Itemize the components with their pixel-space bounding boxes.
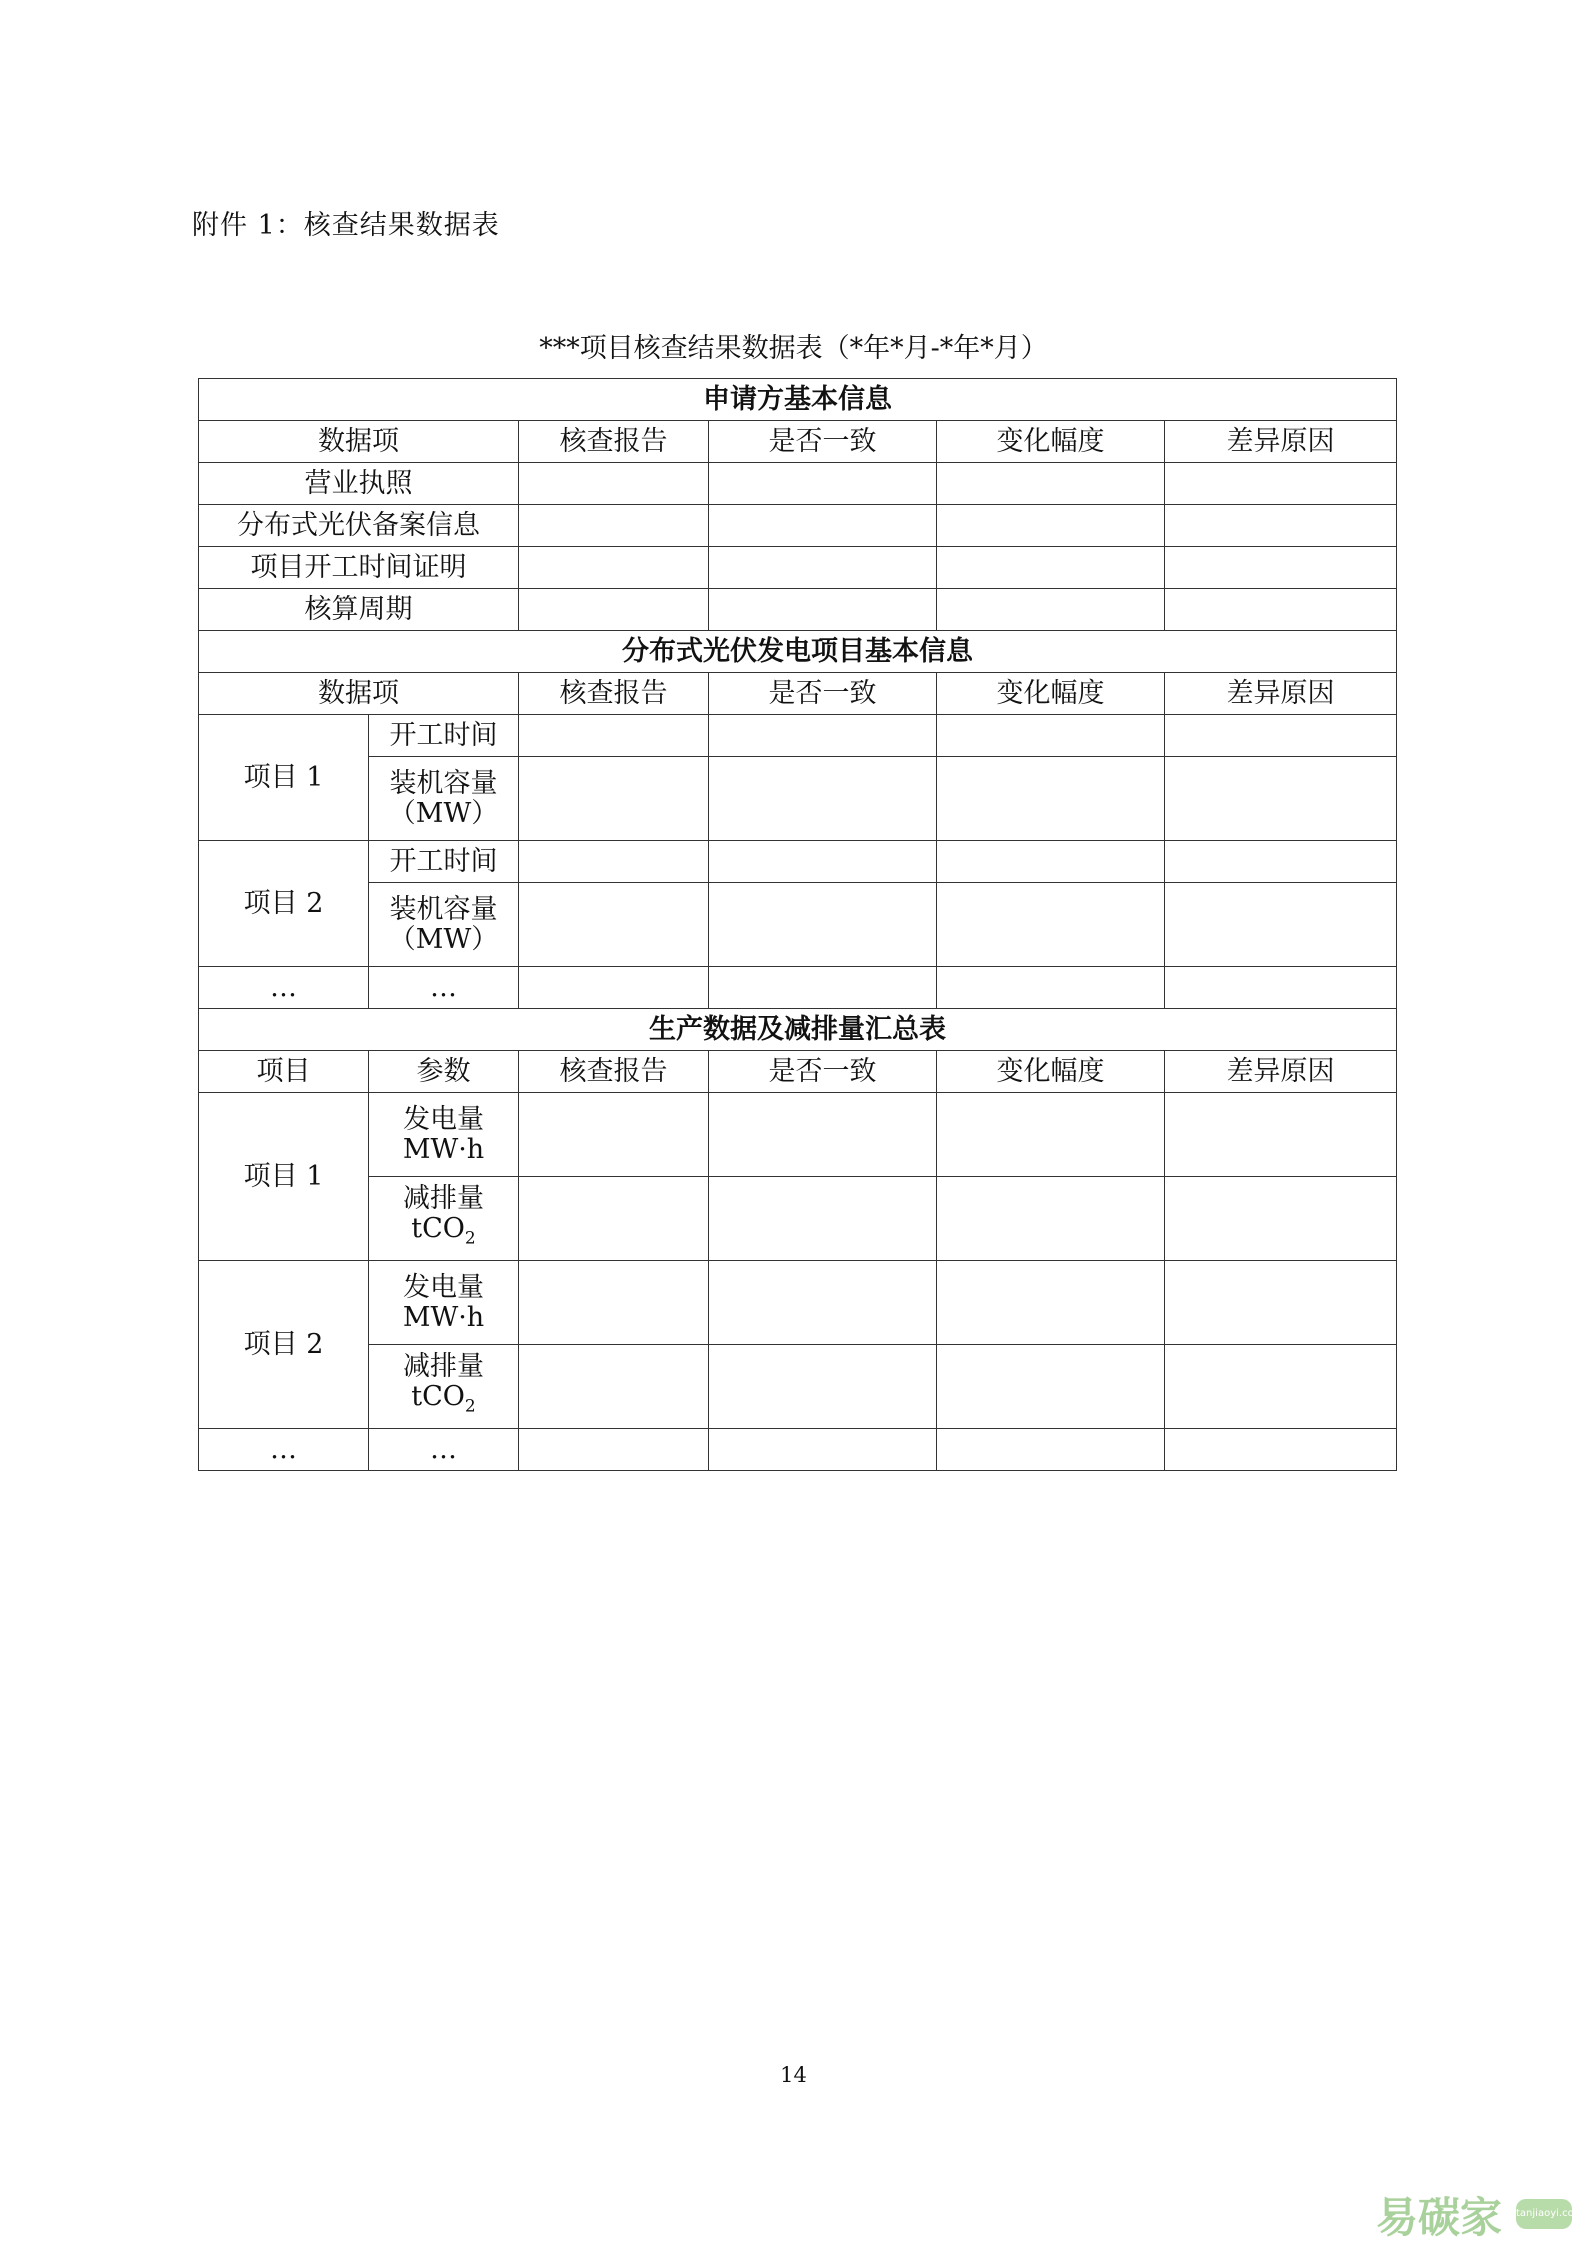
param-label	[369, 1261, 519, 1345]
column-header: 变化幅度	[937, 673, 1165, 715]
table-row	[199, 1093, 1397, 1177]
empty-cell	[709, 1429, 937, 1471]
empty-cell	[1165, 841, 1397, 883]
empty-cell	[937, 1261, 1165, 1345]
param-unit: MW·h	[402, 1133, 485, 1165]
watermark-logo	[1376, 2185, 1584, 2242]
column-header: 差异原因	[1165, 673, 1397, 715]
section-header: 申请方基本信息	[199, 379, 1397, 421]
param-line: 减排量	[403, 1350, 484, 1382]
empty-cell	[937, 715, 1165, 757]
param-unit-subscript: 2	[464, 1228, 476, 1249]
watermark-badge	[1516, 2199, 1584, 2229]
empty-cell	[709, 715, 937, 757]
param-label	[369, 1177, 519, 1261]
param-unit: tCO	[411, 1380, 465, 1412]
empty-cell	[937, 1345, 1165, 1429]
empty-cell	[519, 1093, 709, 1177]
empty-cell	[937, 463, 1165, 505]
empty-cell	[519, 547, 709, 589]
param-unit: （MW）	[388, 923, 499, 955]
ellipsis-cell: …	[369, 967, 519, 1009]
param-label	[369, 1093, 519, 1177]
project-name: 项目 1	[199, 715, 369, 841]
section-header: 生产数据及减排量汇总表	[199, 1009, 1397, 1051]
table-row	[199, 1429, 1397, 1471]
param-label	[369, 1345, 519, 1429]
column-header: 核查报告	[519, 673, 709, 715]
empty-cell	[1165, 967, 1397, 1009]
empty-cell	[937, 841, 1165, 883]
column-header: 差异原因	[1165, 1051, 1397, 1093]
param-unit: tCO	[411, 1212, 465, 1244]
project-name: 项目 2	[199, 841, 369, 967]
row-label: 项目开工时间证明	[199, 547, 519, 589]
empty-cell	[1165, 1177, 1397, 1261]
param-unit: （MW）	[388, 797, 499, 829]
table-row	[199, 1345, 1397, 1429]
empty-cell	[519, 841, 709, 883]
empty-cell	[709, 1261, 937, 1345]
table-row	[199, 547, 1397, 589]
param-line: 发电量	[403, 1271, 484, 1303]
param-label: 开工时间	[369, 715, 519, 757]
empty-cell	[1165, 757, 1397, 841]
table-row	[199, 1261, 1397, 1345]
param-line: 装机容量	[389, 893, 498, 925]
watermark-badge-suffix: .com	[1558, 2208, 1584, 2219]
empty-cell	[709, 589, 937, 631]
project-name: 项目 2	[199, 1261, 369, 1429]
empty-cell	[1165, 589, 1397, 631]
column-header: 是否一致	[709, 421, 937, 463]
param-unit: MW·h	[402, 1301, 485, 1333]
empty-cell	[519, 883, 709, 967]
empty-cell	[1165, 505, 1397, 547]
empty-cell	[1165, 547, 1397, 589]
empty-cell	[937, 967, 1165, 1009]
param-line: 发电量	[403, 1103, 484, 1135]
table-title: ***项目核查结果数据表（*年*月-*年*月）	[539, 333, 1048, 364]
param-line: 装机容量	[389, 767, 498, 799]
empty-cell	[519, 463, 709, 505]
empty-cell	[519, 967, 709, 1009]
empty-cell	[937, 547, 1165, 589]
column-header: 变化幅度	[937, 421, 1165, 463]
empty-cell	[519, 589, 709, 631]
table-row	[199, 505, 1397, 547]
empty-cell	[937, 589, 1165, 631]
empty-cell	[1165, 715, 1397, 757]
row-label: 营业执照	[199, 463, 519, 505]
empty-cell	[1165, 463, 1397, 505]
section-header-row	[199, 379, 1397, 421]
empty-cell	[709, 967, 937, 1009]
empty-cell	[937, 1177, 1165, 1261]
empty-cell	[1165, 1093, 1397, 1177]
page-number: 14	[780, 2063, 807, 2087]
empty-cell	[709, 1345, 937, 1429]
empty-cell	[519, 715, 709, 757]
empty-cell	[937, 883, 1165, 967]
table-row	[199, 589, 1397, 631]
ellipsis-cell: …	[369, 1429, 519, 1471]
empty-cell	[937, 1429, 1165, 1471]
empty-cell	[1165, 1261, 1397, 1345]
empty-cell	[519, 505, 709, 547]
section-header-row	[199, 631, 1397, 673]
section-header: 分布式光伏发电项目基本信息	[199, 631, 1397, 673]
empty-cell	[1165, 883, 1397, 967]
empty-cell	[709, 505, 937, 547]
table-row	[199, 757, 1397, 841]
param-label	[369, 757, 519, 841]
empty-cell	[709, 547, 937, 589]
empty-cell	[1165, 1345, 1397, 1429]
param-line: 减排量	[403, 1182, 484, 1214]
empty-cell	[709, 883, 937, 967]
table-row	[199, 463, 1397, 505]
column-header: 变化幅度	[937, 1051, 1165, 1093]
param-label: 开工时间	[369, 841, 519, 883]
watermark-badge-text: tanjiaoyi	[1516, 2208, 1559, 2219]
attachment-label: 附件 1：核查结果数据表	[192, 210, 500, 241]
column-header: 差异原因	[1165, 421, 1397, 463]
column-header-row	[199, 1051, 1397, 1093]
column-header-row	[199, 421, 1397, 463]
section-header-row	[199, 1009, 1397, 1051]
empty-cell	[519, 1177, 709, 1261]
empty-cell	[519, 757, 709, 841]
empty-cell	[519, 1261, 709, 1345]
row-label: 分布式光伏备案信息	[199, 505, 519, 547]
verification-table	[198, 378, 1397, 1471]
empty-cell	[937, 505, 1165, 547]
column-header: 是否一致	[709, 673, 937, 715]
table-row	[199, 841, 1397, 883]
param-unit-subscript: 2	[464, 1396, 476, 1417]
ellipsis-cell: …	[199, 1429, 369, 1471]
watermark-text: 易碳家	[1376, 2193, 1503, 2242]
empty-cell	[937, 1093, 1165, 1177]
ellipsis-cell: …	[199, 967, 369, 1009]
column-header: 核查报告	[519, 421, 709, 463]
row-label: 核算周期	[199, 589, 519, 631]
empty-cell	[709, 1093, 937, 1177]
column-header: 数据项	[199, 673, 519, 715]
project-name: 项目 1	[199, 1093, 369, 1261]
table-row	[199, 883, 1397, 967]
empty-cell	[937, 757, 1165, 841]
empty-cell	[709, 841, 937, 883]
empty-cell	[1165, 1429, 1397, 1471]
param-label	[369, 883, 519, 967]
column-header: 是否一致	[709, 1051, 937, 1093]
table-row	[199, 967, 1397, 1009]
table-row	[199, 715, 1397, 757]
empty-cell	[519, 1429, 709, 1471]
column-header: 核查报告	[519, 1051, 709, 1093]
empty-cell	[709, 757, 937, 841]
column-header: 数据项	[199, 421, 519, 463]
empty-cell	[709, 463, 937, 505]
column-header-row	[199, 673, 1397, 715]
column-header: 项目	[199, 1051, 369, 1093]
empty-cell	[519, 1345, 709, 1429]
column-header: 参数	[369, 1051, 519, 1093]
table-row	[199, 1177, 1397, 1261]
empty-cell	[709, 1177, 937, 1261]
